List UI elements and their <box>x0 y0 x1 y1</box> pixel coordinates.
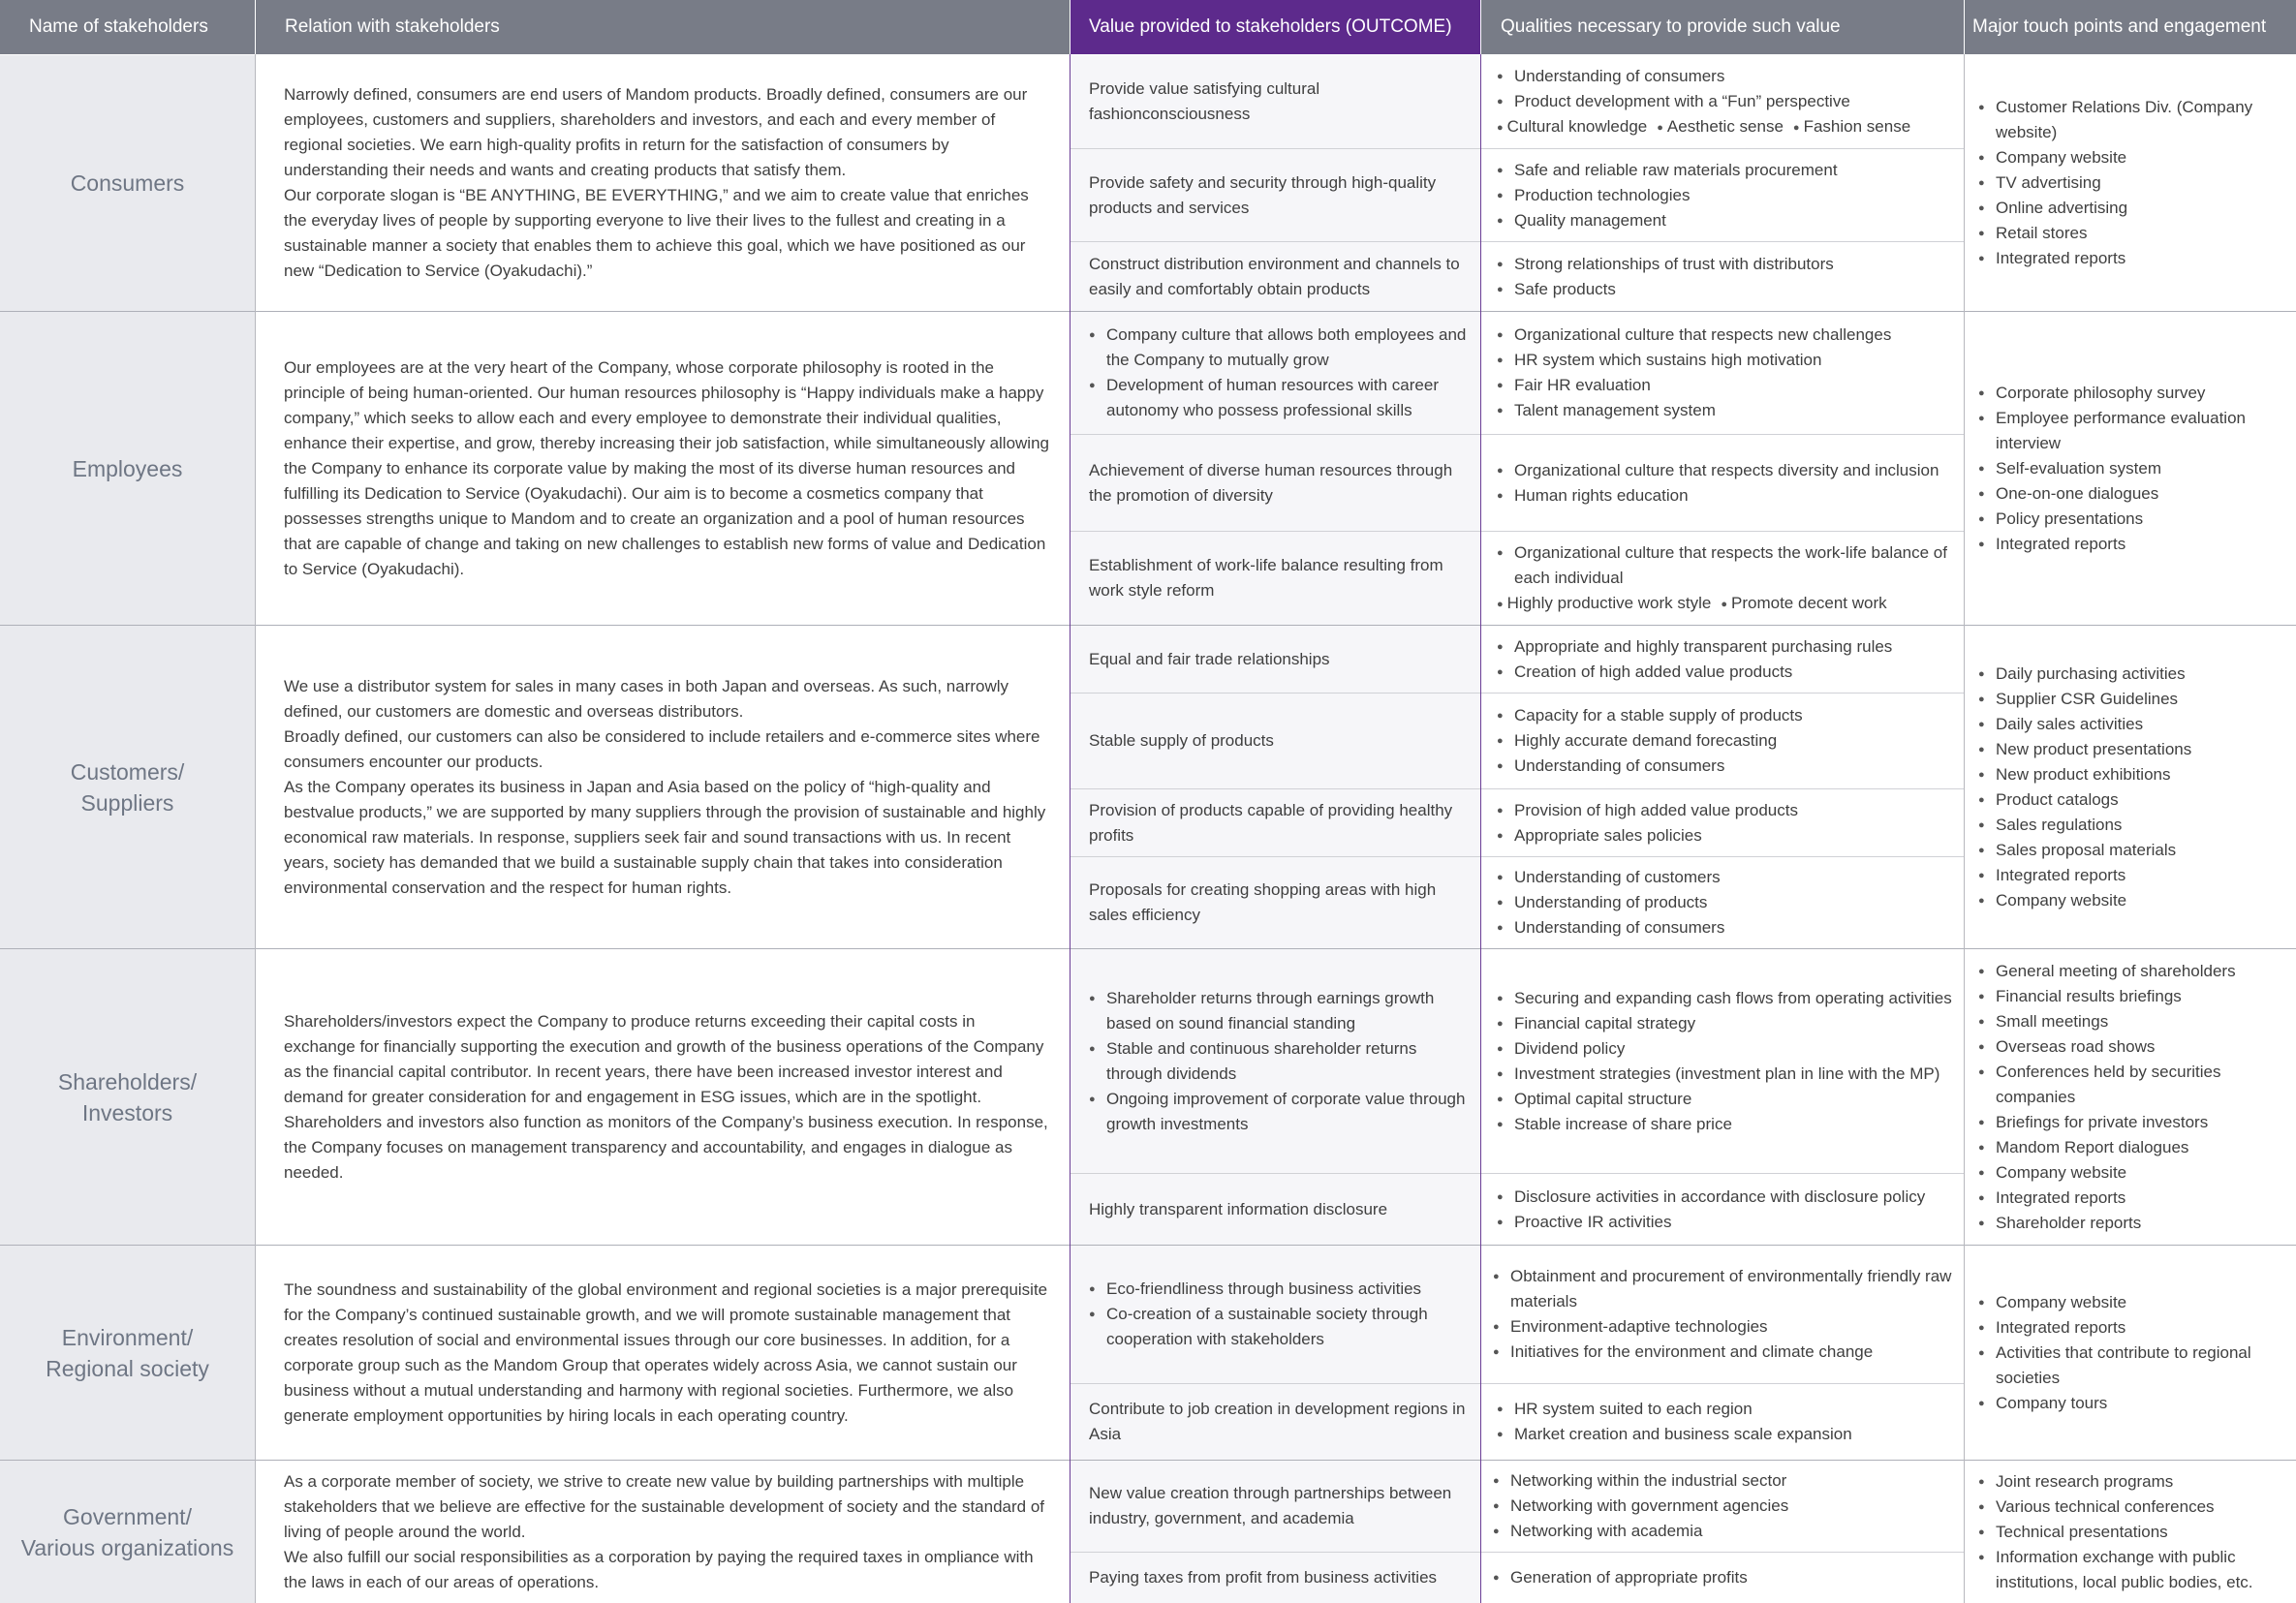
value-text: Provide value satisfying cultural fashionconsciousness <box>1089 79 1320 123</box>
quality-item: ● Understanding of products <box>1497 890 1958 915</box>
value-item: ● Shareholder returns through earnings growth based on sound financial standing <box>1089 986 1467 1036</box>
touchpoint-item: ● Information exchange with public institutions, local public bodies, etc. <box>1978 1545 2290 1595</box>
stakeholder-name <box>0 1246 255 1460</box>
column-divider <box>1480 54 1481 1603</box>
touchpoint-item: ● Overseas road shows <box>1978 1034 2290 1060</box>
stakeholder-name-line: Investors <box>81 1099 173 1125</box>
value-cell <box>1070 149 1480 241</box>
qualities-cell <box>1481 532 1964 625</box>
quality-item: ● Organizational culture that respects new challenges <box>1497 323 1958 348</box>
touchpoint-item: ● Supplier CSR Guidelines <box>1978 687 2290 712</box>
quality-item: ● Cultural knowledge <box>1497 117 1647 136</box>
quality-item: ● Highly productive work style <box>1497 594 1711 612</box>
touchpoint-item: ● One-on-one dialogues <box>1978 481 2290 507</box>
quality-item: ● Disclosure activities in accordance with disclosure policy <box>1497 1185 1958 1210</box>
quality-item: ● Promote decent work <box>1721 594 1886 612</box>
row-divider <box>0 625 2296 626</box>
value-cell <box>1070 55 1480 148</box>
relation-paragraph: Broadly defined, our customers can also be considered to include retailers and e-commerce sites where consumers encounter our products. <box>284 726 1040 771</box>
quality-item: ● Talent management system <box>1497 398 1958 423</box>
quality-item: ● Highly accurate demand forecasting <box>1497 728 1958 754</box>
subrow-divider <box>1070 788 1965 789</box>
stakeholder-name-line: Various organizations <box>20 1534 234 1560</box>
touchpoint-item: ● Integrated reports <box>1978 863 2290 888</box>
touchpoint-item: ● Mandom Report dialogues <box>1978 1135 2290 1160</box>
relation-paragraph: Shareholders/investors expect the Company to produce returns exceeding their capital costs in exchange for financially supporting the execution and growth of the business operations of the Company as the financial capital contributor. In recent years, there have been increased investor interest and demand for greater consideration for and engagement in ESG issues, which are in the spotlight. Shareholders and investors also function as monitors of the Company’s business execution. In response, the Company focuses on management transparency and accountability, and engages in dialogue as needed. <box>284 1011 1048 1182</box>
subrow-divider <box>1070 1383 1965 1384</box>
touchpoint-item: ● Company website <box>1978 1160 2290 1186</box>
relation-text <box>284 55 1049 311</box>
qualities-cell <box>1481 1246 1964 1383</box>
qualities-cell <box>1481 435 1964 531</box>
touchpoint-item: ● Small meetings <box>1978 1009 2290 1034</box>
quality-item: ● Human rights education <box>1497 483 1958 509</box>
qualities-cell <box>1481 1461 1964 1552</box>
stakeholder-name-line: Customers/ <box>70 758 185 785</box>
quality-item: ● Organizational culture that respects diversity and inclusion <box>1497 458 1958 483</box>
quality-item: ● Quality management <box>1497 208 1958 233</box>
relation-text <box>284 312 1049 625</box>
subrow-divider <box>1070 434 1965 435</box>
value-cell <box>1070 1246 1480 1383</box>
touchpoint-item: ● Briefings for private investors <box>1978 1110 2290 1135</box>
value-item: ● Ongoing improvement of corporate value through growth investments <box>1089 1087 1467 1137</box>
relation-paragraph: As the Company operates its business in Japan and Asia based on the policy of “high-quality and bestvalue products,” we are supported by many suppliers through the provision of sustainable and highly economical raw materials. In response, suppliers seek fair and sound transactions with us. In recent years, society has demanded that we build a sustainable supply chain that takes into consideration environmental conservation and the respect for human rights. <box>284 777 1046 897</box>
touchpoint-item: ● TV advertising <box>1978 170 2290 196</box>
touchpoint-item: ● Conferences held by securities companies <box>1978 1060 2290 1110</box>
qualities-cell <box>1481 857 1964 948</box>
value-cell <box>1070 789 1480 856</box>
touchpoint-item: ● Integrated reports <box>1978 1186 2290 1211</box>
quality-item: ● Understanding of consumers <box>1497 915 1958 940</box>
relation-paragraph: Narrowly defined, consumers are end users of Mandom products. Broadly defined, consumers are our employees, customers and suppliers, shareholders and investors, and each and every member of regional societies. We earn high-quality profits in return for the satisfaction of consumers by understanding their needs and wants and creating products that satisfy them. <box>284 85 1028 179</box>
quality-item: ● Networking with academia <box>1493 1519 1958 1544</box>
quality-item: ● Product development with a “Fun” perspective <box>1497 89 1958 114</box>
quality-item: ● Fair HR evaluation <box>1497 373 1958 398</box>
touchpoint-item: ● Joint research programs <box>1978 1469 2290 1495</box>
relation-text <box>284 1461 1049 1603</box>
qualities-cell <box>1481 242 1964 311</box>
subrow-divider <box>1070 693 1965 694</box>
value-item: ● Stable and continuous shareholder returns through dividends <box>1089 1036 1467 1087</box>
touchpoint-item: ● Sales regulations <box>1978 813 2290 838</box>
touchpoint-item: ● Daily purchasing activities <box>1978 662 2290 687</box>
value-cell <box>1070 1174 1480 1245</box>
quality-item: ● Obtainment and procurement of environmentally friendly raw materials <box>1493 1264 1958 1314</box>
touchpoint-item: ● New product exhibitions <box>1978 762 2290 787</box>
subrow-divider <box>1070 856 1965 857</box>
qualities-cell <box>1481 55 1964 148</box>
value-cell <box>1070 626 1480 693</box>
quality-item: ● Proactive IR activities <box>1497 1210 1958 1235</box>
qualities-cell <box>1481 789 1964 856</box>
relation-paragraph: We use a distributor system for sales in many cases in both Japan and overseas. As such, narrowly defined, our customers are domestic and overseas distributors. <box>284 676 1009 721</box>
quality-item: ● Investment strategies (investment plan in line with the MP) <box>1497 1062 1958 1087</box>
stakeholder-name-line: Employees <box>72 455 183 481</box>
qualities-cell <box>1481 626 1964 693</box>
touchpoint-item: ● Product catalogs <box>1978 787 2290 813</box>
header-qualities: Qualities necessary to provide such value <box>1481 0 1964 54</box>
value-cell <box>1070 242 1480 311</box>
value-text: Contribute to job creation in development regions in Asia <box>1089 1400 1466 1443</box>
value-cell <box>1070 1461 1480 1552</box>
touchpoint-item: ● Self-evaluation system <box>1978 456 2290 481</box>
touchpoints-cell <box>1965 55 2296 311</box>
stakeholder-name-line: Regional society <box>46 1355 209 1381</box>
stakeholder-name-line: Suppliers <box>80 789 174 816</box>
value-text: New value creation through partnerships between industry, government, and academia <box>1089 1484 1452 1527</box>
relation-text <box>284 1246 1049 1460</box>
touchpoint-item: ● Sales proposal materials <box>1978 838 2290 863</box>
row-divider <box>0 948 2296 949</box>
header-value: Value provided to stakeholders (OUTCOME) <box>1070 0 1480 54</box>
value-text: Proposals for creating shopping areas with high sales efficiency <box>1089 880 1437 924</box>
touchpoint-item: ● Company website <box>1978 1290 2290 1315</box>
quality-item: ● Capacity for a stable supply of products <box>1497 703 1958 728</box>
quality-item: ● Appropriate and highly transparent purchasing rules <box>1497 634 1958 660</box>
quality-item: ● Safe and reliable raw materials procurement <box>1497 158 1958 183</box>
touchpoint-item: ● Various technical conferences <box>1978 1495 2290 1520</box>
quality-item: ● Appropriate sales policies <box>1497 823 1958 848</box>
value-text: Highly transparent information disclosure <box>1089 1199 1388 1218</box>
touchpoint-item: ● New product presentations <box>1978 737 2290 762</box>
quality-item: ● Stable increase of share price <box>1497 1112 1958 1137</box>
column-divider <box>255 54 256 1603</box>
quality-inline-list <box>1497 114 1958 140</box>
quality-item: ● Optimal capital structure <box>1497 1087 1958 1112</box>
quality-item: ● Understanding of consumers <box>1497 754 1958 779</box>
touchpoint-item: ● Financial results briefings <box>1978 984 2290 1009</box>
touchpoints-cell <box>1965 626 2296 948</box>
quality-item: ● Initiatives for the environment and climate change <box>1493 1340 1958 1365</box>
value-text: Provide safety and security through high-quality products and services <box>1089 172 1437 217</box>
relation-paragraph: Our corporate slogan is “BE ANYTHING, BE EVERYTHING,” and we aim to create value that enriches the everyday lives of people by supporting everyone to live their lives to the fullest and creating in a sustainable manner a society that enables them to achieve this goal, which we have positioned as our new “Dedication to Service (Oyakudachi).” <box>284 186 1029 280</box>
quality-item: ● Fashion sense <box>1793 117 1910 136</box>
value-text: Equal and fair trade relationships <box>1089 649 1330 668</box>
value-cell <box>1070 857 1480 948</box>
touchpoint-item: ● Employee performance evaluation interview <box>1978 406 2290 456</box>
value-item: ● Company culture that allows both employees and the Company to mutually grow <box>1089 323 1467 373</box>
subrow-divider <box>1070 148 1965 149</box>
quality-item: ● Provision of high added value products <box>1497 798 1958 823</box>
value-cell <box>1070 1553 1480 1603</box>
quality-item: ● Networking with government agencies <box>1493 1494 1958 1519</box>
quality-item: ● Networking within the industrial sector <box>1493 1468 1958 1494</box>
quality-item: ● HR system which sustains high motivation <box>1497 348 1958 373</box>
header-touchpoints: Major touch points and engagement <box>1965 0 2296 54</box>
touchpoint-item: ● Company tours <box>1978 1391 2290 1416</box>
touchpoint-item: ● Integrated reports <box>1978 532 2290 557</box>
quality-item: ● Strong relationships of trust with distributors <box>1497 252 1958 277</box>
value-text: Establishment of work-life balance resulting from work style reform <box>1089 556 1443 600</box>
value-cell <box>1070 532 1480 625</box>
value-cell <box>1070 1384 1480 1460</box>
subrow-divider <box>1070 1552 1965 1553</box>
touchpoint-item: ● Technical presentations <box>1978 1520 2290 1545</box>
row-divider <box>0 1460 2296 1461</box>
quality-item: ● Creation of high added value products <box>1497 660 1958 685</box>
quality-item: ● Aesthetic sense <box>1657 117 1784 136</box>
quality-item: ● Safe products <box>1497 277 1958 302</box>
touchpoint-item: ● Integrated reports <box>1978 246 2290 271</box>
stakeholder-name <box>0 626 255 948</box>
touchpoints-cell <box>1965 1461 2296 1603</box>
value-item: ● Eco-friendliness through business activities <box>1089 1277 1467 1302</box>
touchpoint-item: ● Policy presentations <box>1978 507 2290 532</box>
quality-item: ● Understanding of customers <box>1497 865 1958 890</box>
touchpoint-item: ● Integrated reports <box>1978 1315 2290 1341</box>
touchpoint-item: ● Online advertising <box>1978 196 2290 221</box>
value-cell <box>1070 312 1480 434</box>
touchpoint-item: ● Company website <box>1978 145 2290 170</box>
stakeholder-name-line: Environment/ <box>61 1324 194 1350</box>
quality-item: ● Financial capital strategy <box>1497 1011 1958 1036</box>
qualities-cell <box>1481 149 1964 241</box>
stakeholder-name-line: Government/ <box>63 1503 192 1529</box>
value-text: Achievement of diverse human resources through the promotion of diversity <box>1089 460 1453 505</box>
value-text: Stable supply of products <box>1089 731 1274 750</box>
quality-item: ● Securing and expanding cash flows from operating activities <box>1497 986 1958 1011</box>
touchpoint-item: ● General meeting of shareholders <box>1978 959 2290 984</box>
quality-item: ● Market creation and business scale expansion <box>1497 1422 1958 1447</box>
stakeholder-name <box>0 55 255 311</box>
quality-item: ● Organizational culture that respects the work-life balance of each individual <box>1497 540 1958 591</box>
value-text: Construct distribution environment and channels to easily and comfortably obtain products <box>1089 254 1460 298</box>
touchpoint-item: ● Shareholder reports <box>1978 1211 2290 1236</box>
relation-paragraph: Our employees are at the very heart of the Company, whose corporate philosophy is rooted in the principle of being human-oriented. Our human resources philosophy is “Happy individuals make a happy company,” which seeks to allow each and every employee to demonstrate their individual qualities, enhance their expertise, and grow, thereby increasing their job satisfaction, while simultaneously allowing the Company to enhance its corporate value by making the most of its diverse human resources and fulfilling its Dedication to Service (Oyakudachi). Our aim is to become a cosmetics company that possesses strengths unique to Mandom and to create an organization and a pool of human resources that are capable of change and taking on new challenges to establish new forms of value and Dedication to Service (Oyakudachi). <box>284 357 1049 578</box>
value-item: ● Development of human resources with career autonomy who possess professional skills <box>1089 373 1467 423</box>
quality-inline-list <box>1497 591 1958 617</box>
value-text: Paying taxes from profit from business activities <box>1089 1568 1438 1587</box>
quality-item: ● Dividend policy <box>1497 1036 1958 1062</box>
stakeholder-name <box>0 1461 255 1603</box>
quality-item: ● HR system suited to each region <box>1497 1397 1958 1422</box>
value-item: ● Co-creation of a sustainable society through cooperation with stakeholders <box>1089 1302 1467 1352</box>
relation-text <box>284 949 1049 1245</box>
relation-text <box>284 626 1049 948</box>
quality-item: ● Environment-adaptive technologies <box>1493 1314 1958 1340</box>
touchpoint-item: ● Daily sales activities <box>1978 712 2290 737</box>
relation-paragraph: We also fulfill our social responsibilities as a corporation by paying the required taxes in ompliance with the laws in each of our areas of operations. <box>284 1547 1034 1591</box>
subrow-divider <box>1070 1173 1965 1174</box>
quality-item: ● Production technologies <box>1497 183 1958 208</box>
touchpoint-item: ● Activities that contribute to regional societies <box>1978 1341 2290 1391</box>
touchpoint-item: ● Customer Relations Div. (Company website) <box>1978 95 2290 145</box>
value-cell <box>1070 694 1480 788</box>
value-cell <box>1070 949 1480 1173</box>
row-divider <box>0 1245 2296 1246</box>
qualities-cell <box>1481 1384 1964 1460</box>
header-relation: Relation with stakeholders <box>256 0 1070 54</box>
stakeholder-name <box>0 312 255 625</box>
touchpoints-cell <box>1965 949 2296 1245</box>
qualities-cell <box>1481 694 1964 788</box>
stakeholder-name-line: Shareholders/ <box>57 1068 198 1094</box>
subrow-divider <box>1070 531 1965 532</box>
stakeholder-name-line: Consumers <box>70 170 185 196</box>
quality-item: ● Generation of appropriate profits <box>1493 1565 1958 1590</box>
value-cell <box>1070 435 1480 531</box>
quality-item: ● Understanding of consumers <box>1497 64 1958 89</box>
column-divider <box>1964 54 1965 1603</box>
relation-paragraph: As a corporate member of society, we strive to create new value by building partnerships with multiple stakeholders that we believe are effective for the sustainable development of society and the standard of living of people around the world. <box>284 1471 1045 1541</box>
qualities-cell <box>1481 949 1964 1173</box>
touchpoint-item: ● Retail stores <box>1978 221 2290 246</box>
relation-paragraph: The soundness and sustainability of the global environment and regional societies is a major prerequisite for the Company’s continued sustainable growth, and we will promote sustainable management that creates resolution of social and environmental issues through our core businesses. In addition, for a corporate group such as the Mandom Group that operates widely across Asia, we cannot sustain our business without a mutual understanding and harmony with regional societies. Furthermore, we also generate employment opportunities by hiring locals in each operating country. <box>284 1279 1048 1425</box>
row-divider <box>0 311 2296 312</box>
touchpoint-item: ● Company website <box>1978 888 2290 913</box>
subrow-divider <box>1070 241 1965 242</box>
value-text: Provision of products capable of providing healthy profits <box>1089 800 1453 845</box>
touchpoints-cell <box>1965 312 2296 625</box>
header-name: Name of stakeholders <box>0 0 255 54</box>
qualities-cell <box>1481 1553 1964 1603</box>
stakeholder-name <box>0 949 255 1245</box>
qualities-cell <box>1481 1174 1964 1245</box>
qualities-cell <box>1481 312 1964 434</box>
touchpoints-cell <box>1965 1246 2296 1460</box>
touchpoint-item: ● Corporate philosophy survey <box>1978 381 2290 406</box>
